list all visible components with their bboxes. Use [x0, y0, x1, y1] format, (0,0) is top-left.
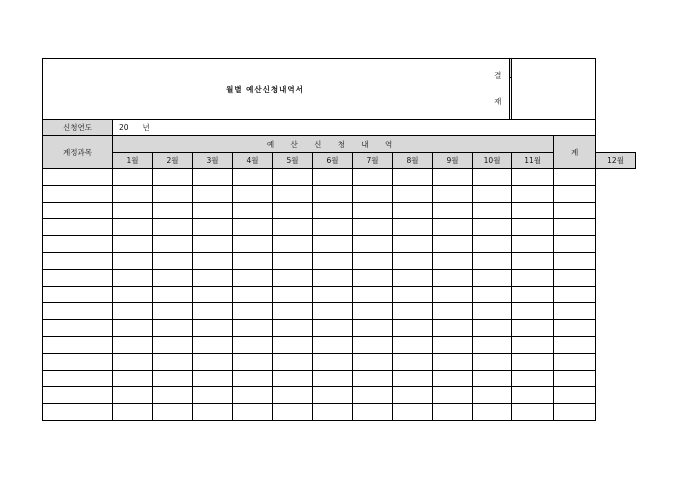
amount-cell[interactable]	[113, 353, 153, 370]
amount-cell[interactable]	[473, 286, 512, 303]
amount-cell[interactable]	[433, 219, 473, 236]
amount-cell[interactable]	[433, 236, 473, 253]
table-row	[43, 185, 636, 202]
account-cell[interactable]	[43, 169, 113, 186]
amount-cell[interactable]	[473, 252, 512, 269]
amount-cell[interactable]	[113, 202, 153, 219]
amount-cell[interactable]	[313, 269, 353, 286]
amount-cell[interactable]	[353, 202, 393, 219]
amount-cell[interactable]	[393, 219, 433, 236]
amount-cell[interactable]	[193, 353, 233, 370]
table-row	[43, 303, 636, 320]
amount-cell[interactable]	[433, 387, 473, 404]
total-cell[interactable]	[554, 404, 596, 421]
amount-cell[interactable]	[233, 336, 273, 353]
amount-cell[interactable]	[393, 252, 433, 269]
amount-cell[interactable]	[273, 336, 313, 353]
amount-cell[interactable]	[313, 353, 353, 370]
amount-cell[interactable]	[473, 353, 512, 370]
amount-cell[interactable]	[273, 286, 313, 303]
total-cell[interactable]	[554, 219, 596, 236]
year-field[interactable]	[113, 120, 596, 136]
table-row	[43, 404, 636, 421]
amount-cell[interactable]	[353, 185, 393, 202]
total-cell[interactable]	[554, 320, 596, 337]
amount-cell[interactable]	[433, 404, 473, 421]
amount-cell[interactable]	[393, 169, 433, 186]
amount-cell[interactable]	[353, 387, 393, 404]
amount-cell[interactable]	[233, 236, 273, 253]
account-cell[interactable]	[43, 269, 113, 286]
amount-cell[interactable]	[113, 219, 153, 236]
amount-cell[interactable]	[193, 320, 233, 337]
amount-cell[interactable]	[353, 269, 393, 286]
total-cell[interactable]	[554, 336, 596, 353]
amount-cell[interactable]	[113, 387, 153, 404]
amount-cell[interactable]	[153, 236, 193, 253]
document-title: 월별 예산신청내역서	[226, 84, 304, 94]
amount-cell[interactable]	[353, 303, 393, 320]
amount-cell[interactable]	[393, 370, 433, 387]
table-row	[43, 202, 636, 219]
amount-cell[interactable]	[313, 303, 353, 320]
table-row	[43, 370, 636, 387]
amount-cell[interactable]	[193, 387, 233, 404]
total-cell[interactable]	[554, 185, 596, 202]
amount-cell[interactable]	[193, 404, 233, 421]
amount-cell[interactable]	[473, 387, 512, 404]
year-prefix: 20	[119, 123, 129, 132]
amount-cell[interactable]	[473, 303, 512, 320]
month-11: 11월	[512, 153, 554, 169]
total-cell[interactable]	[554, 303, 596, 320]
account-cell[interactable]	[43, 320, 113, 337]
amount-cell[interactable]	[193, 303, 233, 320]
amount-cell[interactable]	[113, 404, 153, 421]
amount-cell[interactable]	[313, 219, 353, 236]
amount-cell[interactable]	[153, 185, 193, 202]
amount-cell[interactable]	[353, 404, 393, 421]
table-row	[43, 219, 636, 236]
account-cell[interactable]	[43, 303, 113, 320]
approval-label-top: 결	[494, 71, 502, 80]
amount-cell[interactable]	[353, 219, 393, 236]
amount-cell[interactable]	[233, 286, 273, 303]
amount-cell[interactable]	[113, 303, 153, 320]
year-suffix: 년	[142, 123, 150, 132]
amount-cell[interactable]	[512, 303, 554, 320]
amount-cell[interactable]	[353, 252, 393, 269]
amount-cell[interactable]	[233, 404, 273, 421]
account-cell[interactable]	[43, 252, 113, 269]
amount-cell[interactable]	[273, 219, 313, 236]
amount-cell[interactable]	[113, 185, 153, 202]
form-table	[42, 58, 636, 421]
amount-cell[interactable]	[393, 320, 433, 337]
amount-cell[interactable]	[233, 219, 273, 236]
amount-cell[interactable]	[393, 185, 433, 202]
total-cell[interactable]	[554, 387, 596, 404]
amount-cell[interactable]	[113, 236, 153, 253]
amount-cell[interactable]	[473, 370, 512, 387]
amount-cell[interactable]	[512, 202, 554, 219]
amount-cell[interactable]	[153, 303, 193, 320]
total-cell[interactable]	[554, 169, 596, 186]
amount-cell[interactable]	[433, 336, 473, 353]
amount-cell[interactable]	[233, 252, 273, 269]
amount-cell[interactable]	[193, 169, 233, 186]
table-row	[43, 320, 636, 337]
amount-cell[interactable]	[473, 169, 512, 186]
amount-cell[interactable]	[273, 185, 313, 202]
amount-cell[interactable]	[313, 387, 353, 404]
total-label: 계	[554, 136, 596, 169]
amount-cell[interactable]	[512, 370, 554, 387]
amount-cell[interactable]	[273, 320, 313, 337]
amount-cell[interactable]	[273, 404, 313, 421]
amount-cell[interactable]	[113, 269, 153, 286]
amount-cell[interactable]	[433, 320, 473, 337]
amount-cell[interactable]	[512, 169, 554, 186]
amount-cell[interactable]	[233, 169, 273, 186]
amount-cell[interactable]	[512, 236, 554, 253]
amount-cell[interactable]	[512, 404, 554, 421]
amount-cell[interactable]	[233, 185, 273, 202]
approval-label	[487, 59, 509, 119]
amount-cell[interactable]	[233, 353, 273, 370]
month-1: 1월	[113, 153, 153, 169]
amount-cell[interactable]	[393, 303, 433, 320]
account-cell[interactable]	[43, 185, 113, 202]
table-row	[43, 236, 636, 253]
total-cell[interactable]	[554, 370, 596, 387]
account-cell[interactable]	[43, 236, 113, 253]
month-6: 6월	[313, 153, 353, 169]
amount-cell[interactable]	[473, 269, 512, 286]
amount-cell[interactable]	[512, 387, 554, 404]
title-approval-row	[43, 59, 512, 120]
amount-cell[interactable]	[313, 236, 353, 253]
amount-cell[interactable]	[512, 320, 554, 337]
amount-cell[interactable]	[153, 353, 193, 370]
amount-cell[interactable]	[393, 336, 433, 353]
account-cell[interactable]	[43, 219, 113, 236]
amount-cell[interactable]	[512, 219, 554, 236]
amount-cell[interactable]	[313, 252, 353, 269]
budget-request-form	[42, 58, 636, 420]
amount-cell[interactable]	[433, 303, 473, 320]
amount-cell[interactable]	[353, 320, 393, 337]
amount-cell[interactable]	[433, 185, 473, 202]
account-cell[interactable]	[43, 286, 113, 303]
month-4: 4월	[233, 153, 273, 169]
month-12: 12월	[596, 153, 636, 169]
amount-cell[interactable]	[512, 286, 554, 303]
table-row	[43, 269, 636, 286]
amount-cell[interactable]	[193, 252, 233, 269]
table-row	[43, 387, 636, 404]
amount-cell[interactable]	[353, 286, 393, 303]
month-7: 7월	[353, 153, 393, 169]
table-row	[43, 353, 636, 370]
amount-cell[interactable]	[233, 370, 273, 387]
amount-cell[interactable]	[113, 169, 153, 186]
amount-cell[interactable]	[113, 336, 153, 353]
amount-cell[interactable]	[153, 387, 193, 404]
month-header-row	[43, 153, 636, 169]
amount-cell[interactable]	[313, 320, 353, 337]
account-cell[interactable]	[43, 202, 113, 219]
amount-cell[interactable]	[193, 370, 233, 387]
amount-cell[interactable]	[393, 353, 433, 370]
amount-cell[interactable]	[193, 202, 233, 219]
year-label: 신청연도	[43, 120, 113, 136]
amount-cell[interactable]	[473, 202, 512, 219]
amount-cell[interactable]	[393, 269, 433, 286]
amount-cell[interactable]	[153, 269, 193, 286]
account-cell[interactable]	[43, 387, 113, 404]
amount-cell[interactable]	[153, 202, 193, 219]
amount-cell[interactable]	[193, 219, 233, 236]
amount-cell[interactable]	[153, 370, 193, 387]
amount-cell[interactable]	[313, 370, 353, 387]
amount-cell[interactable]	[433, 353, 473, 370]
amount-cell[interactable]	[193, 185, 233, 202]
amount-cell[interactable]	[153, 336, 193, 353]
amount-cell[interactable]	[353, 353, 393, 370]
total-cell[interactable]	[554, 202, 596, 219]
amount-cell[interactable]	[473, 404, 512, 421]
amount-cell[interactable]	[353, 370, 393, 387]
amount-cell[interactable]	[393, 387, 433, 404]
total-cell[interactable]	[554, 286, 596, 303]
amount-cell[interactable]	[393, 286, 433, 303]
total-cell[interactable]	[554, 269, 596, 286]
amount-cell[interactable]	[433, 370, 473, 387]
amount-cell[interactable]	[233, 303, 273, 320]
amount-cell[interactable]	[273, 202, 313, 219]
amount-cell[interactable]	[313, 286, 353, 303]
amount-cell[interactable]	[512, 269, 554, 286]
month-10: 10월	[473, 153, 512, 169]
amount-cell[interactable]	[433, 269, 473, 286]
amount-cell[interactable]	[153, 252, 193, 269]
amount-cell[interactable]	[512, 185, 554, 202]
amount-cell[interactable]	[433, 286, 473, 303]
account-cell[interactable]	[43, 370, 113, 387]
month-5: 5월	[273, 153, 313, 169]
amount-cell[interactable]	[273, 269, 313, 286]
amount-cell[interactable]	[393, 404, 433, 421]
amount-cell[interactable]	[233, 387, 273, 404]
month-3: 3월	[193, 153, 233, 169]
amount-cell[interactable]	[113, 286, 153, 303]
amount-cell[interactable]	[273, 353, 313, 370]
table-row	[43, 252, 636, 269]
amount-cell[interactable]	[153, 286, 193, 303]
amount-cell[interactable]	[473, 185, 512, 202]
total-cell[interactable]	[554, 353, 596, 370]
amount-cell[interactable]	[113, 320, 153, 337]
amount-cell[interactable]	[353, 169, 393, 186]
table-row	[43, 336, 636, 353]
month-9: 9월	[433, 153, 473, 169]
account-label: 계정과목	[43, 136, 113, 169]
amount-cell[interactable]	[233, 202, 273, 219]
amount-cell[interactable]	[393, 202, 433, 219]
data-rows	[43, 169, 636, 421]
budget-header: 예 산 신 청 내 역	[113, 136, 554, 153]
amount-cell[interactable]	[433, 169, 473, 186]
account-cell[interactable]	[43, 404, 113, 421]
amount-cell[interactable]	[153, 169, 193, 186]
amount-cell[interactable]	[473, 320, 512, 337]
spacer	[512, 59, 596, 120]
amount-cell[interactable]	[113, 252, 153, 269]
amount-cell[interactable]	[473, 219, 512, 236]
amount-cell[interactable]	[273, 252, 313, 269]
amount-cell[interactable]	[473, 336, 512, 353]
amount-cell[interactable]	[153, 320, 193, 337]
amount-cell[interactable]	[353, 336, 393, 353]
amount-cell[interactable]	[273, 370, 313, 387]
amount-cell[interactable]	[153, 404, 193, 421]
amount-cell[interactable]	[273, 303, 313, 320]
amount-cell[interactable]	[512, 353, 554, 370]
month-8: 8월	[393, 153, 433, 169]
amount-cell[interactable]	[153, 219, 193, 236]
amount-cell[interactable]	[313, 404, 353, 421]
month-2: 2월	[153, 153, 193, 169]
amount-cell[interactable]	[273, 387, 313, 404]
amount-cell[interactable]	[512, 336, 554, 353]
amount-cell[interactable]	[273, 169, 313, 186]
amount-cell[interactable]	[193, 286, 233, 303]
amount-cell[interactable]	[433, 202, 473, 219]
amount-cell[interactable]	[473, 236, 512, 253]
amount-cell[interactable]	[313, 169, 353, 186]
amount-cell[interactable]	[193, 236, 233, 253]
amount-cell[interactable]	[353, 236, 393, 253]
amount-cell[interactable]	[233, 269, 273, 286]
amount-cell[interactable]	[113, 370, 153, 387]
amount-cell[interactable]	[313, 185, 353, 202]
table-row	[43, 169, 636, 186]
table-row	[43, 286, 636, 303]
total-cell[interactable]	[554, 236, 596, 253]
amount-cell[interactable]	[193, 336, 233, 353]
account-cell[interactable]	[43, 336, 113, 353]
approval-label-bottom: 재	[494, 97, 502, 106]
amount-cell[interactable]	[313, 202, 353, 219]
amount-cell[interactable]	[393, 236, 433, 253]
total-cell[interactable]	[554, 252, 596, 269]
amount-cell[interactable]	[233, 320, 273, 337]
amount-cell[interactable]	[273, 236, 313, 253]
amount-cell[interactable]	[512, 252, 554, 269]
amount-cell[interactable]	[193, 269, 233, 286]
amount-cell[interactable]	[313, 336, 353, 353]
amount-cell[interactable]	[433, 252, 473, 269]
title-approval-table	[43, 59, 512, 119]
account-cell[interactable]	[43, 353, 113, 370]
